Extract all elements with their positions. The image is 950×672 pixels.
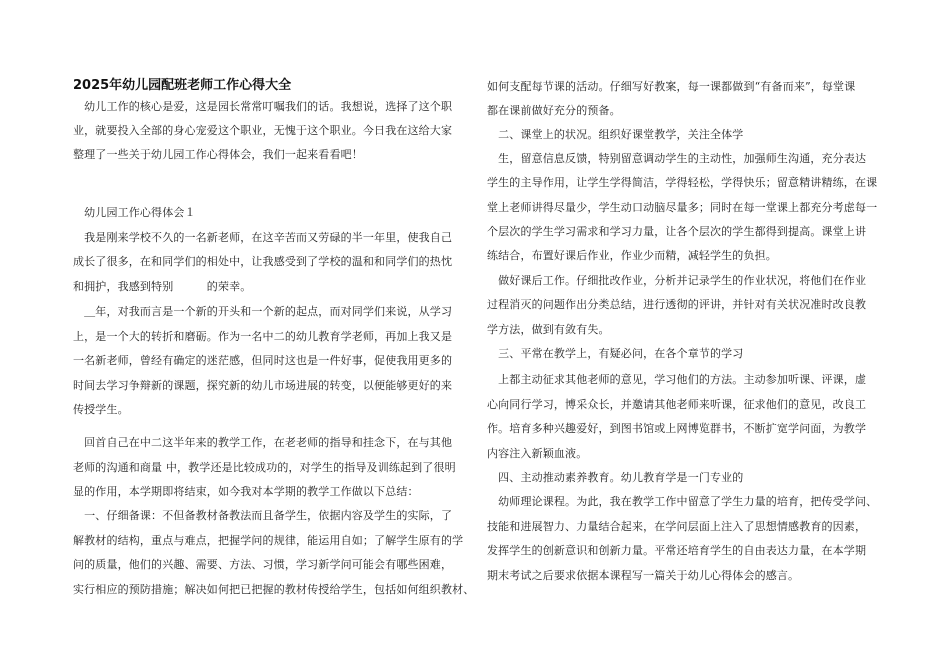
text-line: 一、仔细备课：不但备教材备教法而且备学生，依据内容及学生的实际，了 <box>73 509 453 522</box>
text-line: 一名新老师，曾经有确定的迷茫感，但同时这也是一件好事，促使我用更多的 <box>73 354 453 367</box>
text-line: 回首自己在中二这半年来的教学工作，在老老师的指导和挂念下，在与其他 <box>73 436 453 449</box>
text-line: 学方法，做到有敛有失。 <box>487 323 610 336</box>
text-line: 幼师理论课程。为此，我在教学工作中留意了学生力量的培育，把传受学问、 <box>487 495 878 508</box>
text-line: 都在课前做好充分的预备。 <box>487 104 621 117</box>
text-line: 二、课堂上的状况。组织好课堂教学，关注全体学 <box>487 128 744 141</box>
text-line: 成长了很多，在和同学们的相处中，让我感受到了学校的温和和同学们的热忱 <box>73 255 453 268</box>
text-line: ＿年，对我而言是一个新的开头和一个新的起点，而对同学们来说，从学习 <box>73 305 453 318</box>
text-line: 堂上老师讲得尽量少，学生动口动脑尽量多；同时在每一堂课上都充分考虑每一 <box>487 201 878 214</box>
text-line: 整理了一些关于幼儿园工作心得体会，我们一起来看看吧！ <box>73 148 363 161</box>
text-line: 上，是一个大的转折和磨砺。作为一名中二的幼儿教育学老师，再加上我又是 <box>73 330 453 343</box>
document-title: 2025年幼儿园配班老师工作心得大全 <box>73 78 292 93</box>
text-line: 过程消灭的问题作出分类总结，进行透彻的评讲，并针对有关状况准时改良教 <box>487 298 867 311</box>
text-line: 生，留意信息反馈，特别留意调动学生的主动性，加强师生沟通，充分表达 <box>487 152 867 165</box>
text-line: 练结合，布置好课后作业，作业少而精，减轻学生的负担。 <box>487 249 777 262</box>
text-line: 个层次的学生学习需求和学习力量，让各个层次的学生都得到提高。课堂上讲 <box>487 225 867 238</box>
text-line: 三、平常在教学上，有疑必问，在各个章节的学习 <box>487 347 744 360</box>
text-line: 传授学生。 <box>73 403 129 416</box>
text-line: 做好课后工作。仔细批改作业，分析并记录学生的作业状况，将他们在作业 <box>487 274 867 287</box>
text-line: 上都主动征求其他老师的意见，学习他们的方法。主动参加听课、评课，虚 <box>487 373 867 386</box>
text-line: 和拥护，我感到特别 的荣幸。 <box>73 280 252 293</box>
text-line: 四、主动推动素养教育。幼儿教育学是一门专业的 <box>487 471 744 484</box>
text-line: 幼儿工作的核心是爱，这是园长常常叮嘱我们的话。我想说，选择了这个职 <box>73 100 453 113</box>
text-line: 业，就要投入全部的身心宠爱这个职业，无愧于这个职业。今日我在这给大家 <box>73 124 453 137</box>
text-line: 幼儿园工作心得体会１ <box>73 206 196 219</box>
text-line: 我是刚来学校不久的一名新老师，在这辛苦而又劳碌的半一年里，使我自己 <box>73 231 453 244</box>
text-line: 心向同行学习，博采众长，并邀请其他老师来听课，征求他们的意见，改良工 <box>487 398 867 411</box>
text-line: 作。培育多种兴趣爱好，到图书馆或上网博览群书，不断扩宽学问面，为教学 <box>487 422 867 435</box>
text-line: 发挥学生的创新意识和创新力量。平常还培育学生的自由表达力量，在本学期 <box>487 544 867 557</box>
text-line: 显的作用，本学期即将结束，如今我对本学期的教学工作做以下总结： <box>73 485 419 498</box>
text-line: 如何支配每节课的活动。仔细写好教案，每一课都做到“有备而来”，每堂课 <box>487 80 856 93</box>
text-line: 老师的沟通和商量 中，教学还是比较成功的，对学生的指导及训练起到了很明 <box>73 461 456 474</box>
text-line: 时间去学习争辩新的课题，探究新的幼儿市场进展的转变，以便能够更好的来 <box>73 379 453 392</box>
text-line: 技能和进展智力、力量结合起来，在学问层面上注入了思想情感教育的因素， <box>487 520 867 533</box>
text-line: 内容注入新颖血液。 <box>487 447 588 460</box>
text-line: 期末考试之后要求依据本课程写一篇关于幼儿心得体会的感言。 <box>487 569 800 582</box>
text-line: 学生的主导作用，让学生学得简洁，学得轻松，学得快乐；留意精讲精练，在课 <box>487 176 878 189</box>
text-line: 实行相应的预防措施；解决如何把已把握的教材传授给学生，包括如何组织教材、 <box>73 583 475 596</box>
text-line: 解教材的结构，重点与难点，把握学问的规律，能运用自如；了解学生原有的学 <box>73 534 464 547</box>
text-line: 问的质量，他们的兴趣、需要、方法、习惯，学习新学问可能会有哪些困难， <box>73 558 453 571</box>
